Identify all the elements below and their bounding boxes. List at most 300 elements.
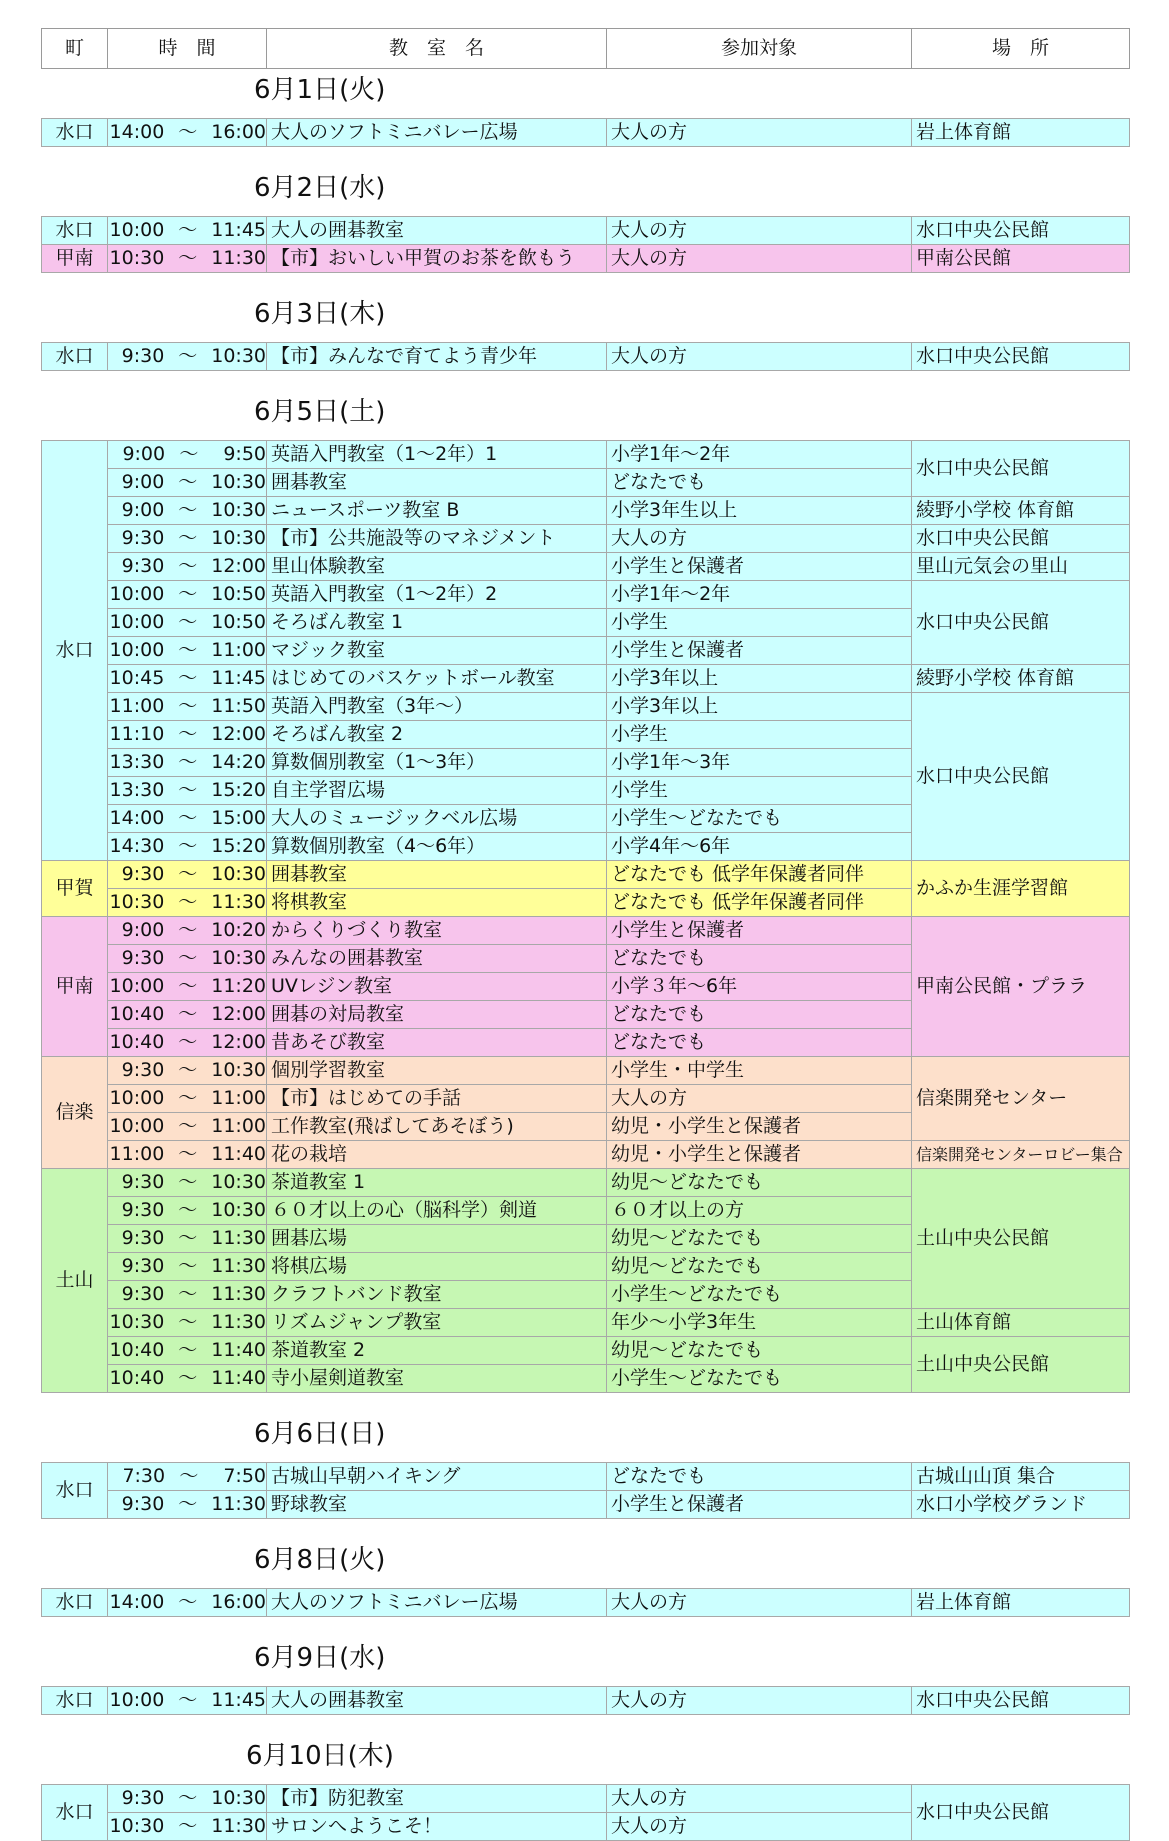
class-name-cell: 個別学習教室 xyxy=(266,1056,607,1085)
time-separator: ～ xyxy=(178,611,198,633)
time-cell xyxy=(107,1000,267,1029)
time-cell xyxy=(107,636,267,665)
header-town: 町 xyxy=(41,28,108,69)
end-time: 10:50 xyxy=(211,611,266,633)
start-time: 14:00 xyxy=(109,1591,165,1613)
class-name-cell: UVレジン教室 xyxy=(266,972,607,1001)
start-time: 10:30 xyxy=(109,247,165,269)
target-cell: 幼児～どなたでも xyxy=(606,1252,912,1281)
class-name-cell: からくりづくり教室 xyxy=(266,916,607,945)
time-cell xyxy=(107,1028,267,1057)
start-time: 10:30 xyxy=(109,1815,165,1837)
target-cell: 幼児～どなたでも xyxy=(606,1336,912,1365)
class-name-cell: 英語入門教室（1～2年）2 xyxy=(266,580,607,609)
target-cell: 年少～小学3年生 xyxy=(606,1308,912,1337)
town-cell: 水口 xyxy=(41,1588,108,1617)
time-separator: ～ xyxy=(178,751,198,773)
start-time: 14:00 xyxy=(109,807,165,829)
end-time: 11:50 xyxy=(211,695,266,717)
target-cell: 小学3年以上 xyxy=(606,692,912,721)
header-place: 場 所 xyxy=(911,28,1130,69)
time-separator: ～ xyxy=(178,583,198,605)
town-cell: 甲南 xyxy=(41,916,108,1057)
end-time: 10:30 xyxy=(211,471,266,493)
place-cell: 水口中央公民館 xyxy=(911,524,1130,553)
time-separator: ～ xyxy=(178,1815,198,1837)
place-cell: 土山中央公民館 xyxy=(911,1336,1130,1393)
town-cell: 水口 xyxy=(41,1462,108,1519)
target-cell: どなたでも xyxy=(606,1028,912,1057)
class-name-cell: そろばん教室 1 xyxy=(266,608,607,637)
start-time: 10:00 xyxy=(109,975,165,997)
time-cell xyxy=(107,1308,267,1337)
time-cell xyxy=(107,1140,267,1169)
class-name-cell: 大人の囲碁教室 xyxy=(266,1686,607,1715)
target-cell: 幼児・小学生と保護者 xyxy=(606,1112,912,1141)
end-time: 11:30 xyxy=(211,247,266,269)
class-name-cell: 自主学習広場 xyxy=(266,776,607,805)
target-cell: 大人の方 xyxy=(606,1588,912,1617)
place-cell: 水口中央公民館 xyxy=(911,1784,1130,1841)
end-time: 12:00 xyxy=(211,1003,266,1025)
target-cell: 小学3年生以上 xyxy=(606,496,912,525)
target-cell: 小学1年～2年 xyxy=(606,440,912,469)
class-name-cell: 囲碁教室 xyxy=(266,468,607,497)
place-cell: 信楽開発センター xyxy=(911,1056,1130,1141)
target-cell: ６０才以上の方 xyxy=(606,1196,912,1225)
class-name-cell: 大人の囲碁教室 xyxy=(266,216,607,245)
start-time: 10:00 xyxy=(109,583,165,605)
target-cell: 大人の方 xyxy=(606,342,912,371)
target-cell: 小学生～どなたでも xyxy=(606,1364,912,1393)
town-cell: 信楽 xyxy=(41,1056,108,1169)
time-cell xyxy=(107,524,267,553)
header-time: 時 間 xyxy=(107,28,267,69)
target-cell: 小学生と保護者 xyxy=(606,1490,912,1519)
target-cell: 幼児～どなたでも xyxy=(606,1168,912,1197)
place-cell: 里山元気会の里山 xyxy=(911,552,1130,581)
class-name-cell: 英語入門教室（3年～） xyxy=(266,692,607,721)
class-name-cell: 囲碁の対局教室 xyxy=(266,1000,607,1029)
town-cell: 甲賀 xyxy=(41,860,108,917)
end-time: 11:40 xyxy=(211,1143,266,1165)
time-separator: ～ xyxy=(178,1787,198,1809)
target-cell: 小学生～どなたでも xyxy=(606,1280,912,1309)
class-name-cell: クラフトバンド教室 xyxy=(266,1280,607,1309)
target-cell: 小学4年～6年 xyxy=(606,832,912,861)
time-cell xyxy=(107,1280,267,1309)
start-time: 13:30 xyxy=(109,751,165,773)
time-separator: ～ xyxy=(178,919,198,941)
end-time: 11:30 xyxy=(211,1311,266,1333)
time-separator: ～ xyxy=(178,1143,198,1165)
town-cell: 水口 xyxy=(41,1784,108,1841)
place-cell: 水口小学校グランド xyxy=(911,1490,1130,1519)
time-cell xyxy=(107,440,267,469)
target-cell: 小学1年～2年 xyxy=(606,580,912,609)
end-time: 11:30 xyxy=(211,1255,266,1277)
end-time: 10:30 xyxy=(211,345,266,367)
place-cell: 水口中央公民館 xyxy=(911,1686,1130,1715)
class-name-cell: 囲碁教室 xyxy=(266,860,607,889)
end-time: 10:30 xyxy=(211,1199,266,1221)
time-cell xyxy=(107,1168,267,1197)
date-heading: 6月8日(火) xyxy=(254,1545,386,1575)
time-separator: ～ xyxy=(179,1465,199,1487)
time-separator: ～ xyxy=(178,863,198,885)
time-separator: ～ xyxy=(178,667,198,689)
time-cell xyxy=(107,1462,267,1491)
start-time: 13:30 xyxy=(109,779,165,801)
time-separator: ～ xyxy=(178,695,198,717)
end-time: 12:00 xyxy=(211,555,266,577)
target-cell: 大人の方 xyxy=(606,118,912,147)
time-cell xyxy=(107,748,267,777)
end-time: 11:45 xyxy=(211,219,266,241)
start-time: 14:30 xyxy=(109,835,165,857)
target-cell: 大人の方 xyxy=(606,216,912,245)
class-name-cell: 里山体験教室 xyxy=(266,552,607,581)
end-time: 15:20 xyxy=(211,779,266,801)
time-separator: ～ xyxy=(178,891,198,913)
time-separator: ～ xyxy=(178,1227,198,1249)
target-cell: どなたでも xyxy=(606,944,912,973)
time-separator: ～ xyxy=(178,1493,198,1515)
target-cell: 大人の方 xyxy=(606,1084,912,1113)
start-time: 10:00 xyxy=(109,1087,165,1109)
target-cell: 小学生 xyxy=(606,720,912,749)
date-heading: 6月2日(水) xyxy=(254,173,386,203)
start-time: 11:00 xyxy=(109,1143,165,1165)
date-heading: 6月10日(木) xyxy=(246,1741,394,1771)
time-separator: ～ xyxy=(178,1367,198,1389)
start-time: 9:30 xyxy=(121,1059,165,1081)
time-cell xyxy=(107,1336,267,1365)
time-separator: ～ xyxy=(178,975,198,997)
time-cell xyxy=(107,118,267,147)
target-cell: どなたでも 低学年保護者同伴 xyxy=(606,888,912,917)
time-separator: ～ xyxy=(178,1311,198,1333)
class-name-cell: 囲碁広場 xyxy=(266,1224,607,1253)
time-cell xyxy=(107,244,267,273)
class-name-cell: 大人のミュージックベル広場 xyxy=(266,804,607,833)
place-cell: 綾野小学校 体育館 xyxy=(911,496,1130,525)
end-time: 10:20 xyxy=(211,919,266,941)
time-separator: ～ xyxy=(178,1031,198,1053)
town-cell: 水口 xyxy=(41,118,108,147)
place-cell: 古城山山頂 集合 xyxy=(911,1462,1130,1491)
end-time: 11:00 xyxy=(211,1115,266,1137)
header-class-name: 教 室 名 xyxy=(266,28,607,69)
start-time: 7:30 xyxy=(122,1465,166,1487)
end-time: 11:30 xyxy=(211,1493,266,1515)
target-cell: 小学3年以上 xyxy=(606,664,912,693)
time-separator: ～ xyxy=(178,121,198,143)
start-time: 10:40 xyxy=(109,1367,165,1389)
date-heading: 6月6日(日) xyxy=(254,1419,386,1449)
place-cell: 水口中央公民館 xyxy=(911,342,1130,371)
start-time: 9:30 xyxy=(121,1787,165,1809)
time-separator: ～ xyxy=(178,639,198,661)
time-cell xyxy=(107,1812,267,1841)
end-time: 10:30 xyxy=(211,947,266,969)
time-separator: ～ xyxy=(178,779,198,801)
class-name-cell: 算数個別教室（1～3年） xyxy=(266,748,607,777)
time-separator: ～ xyxy=(178,723,198,745)
time-separator: ～ xyxy=(178,527,198,549)
end-time: 9:50 xyxy=(223,443,266,465)
time-cell xyxy=(107,1784,267,1813)
class-name-cell: 古城山早朝ハイキング xyxy=(266,1462,607,1491)
start-time: 10:00 xyxy=(109,611,165,633)
time-cell xyxy=(107,972,267,1001)
class-name-cell: 大人のソフトミニバレー広場 xyxy=(266,1588,607,1617)
target-cell: 小学生と保護者 xyxy=(606,916,912,945)
time-separator: ～ xyxy=(178,1171,198,1193)
class-name-cell: 【市】おいしい甲賀のお茶を飲もう xyxy=(266,244,607,273)
start-time: 11:00 xyxy=(109,695,165,717)
town-cell: 甲南 xyxy=(41,244,108,273)
time-cell xyxy=(107,916,267,945)
time-separator: ～ xyxy=(178,247,198,269)
end-time: 12:00 xyxy=(211,1031,266,1053)
start-time: 9:30 xyxy=(121,1227,165,1249)
end-time: 15:00 xyxy=(211,807,266,829)
class-name-cell: 茶道教室 2 xyxy=(266,1336,607,1365)
end-time: 12:00 xyxy=(211,723,266,745)
start-time: 9:30 xyxy=(121,345,165,367)
time-separator: ～ xyxy=(178,1199,198,1221)
time-cell xyxy=(107,1224,267,1253)
target-cell: 小学1年～3年 xyxy=(606,748,912,777)
time-cell xyxy=(107,944,267,973)
header-target: 参加対象 xyxy=(606,28,912,69)
time-cell xyxy=(107,580,267,609)
start-time: 10:00 xyxy=(109,639,165,661)
target-cell: 小学生 xyxy=(606,608,912,637)
end-time: 15:20 xyxy=(211,835,266,857)
time-separator: ～ xyxy=(178,499,198,521)
time-cell xyxy=(107,608,267,637)
time-cell xyxy=(107,1056,267,1085)
end-time: 11:30 xyxy=(211,1815,266,1837)
start-time: 9:00 xyxy=(122,443,166,465)
date-heading: 6月5日(土) xyxy=(254,397,386,427)
class-name-cell: サロンへようこそ！ xyxy=(266,1812,607,1841)
class-name-cell: みんなの囲碁教室 xyxy=(266,944,607,973)
end-time: 10:30 xyxy=(211,1787,266,1809)
class-name-cell: 花の栽培 xyxy=(266,1140,607,1169)
time-separator: ～ xyxy=(178,555,198,577)
time-separator: ～ xyxy=(178,947,198,969)
time-separator: ～ xyxy=(178,1689,198,1711)
end-time: 10:30 xyxy=(211,1059,266,1081)
target-cell: 大人の方 xyxy=(606,244,912,273)
target-cell: 小学生と保護者 xyxy=(606,636,912,665)
time-cell xyxy=(107,692,267,721)
place-cell: 水口中央公民館 xyxy=(911,692,1130,861)
time-cell xyxy=(107,1588,267,1617)
class-name-cell: 将棋広場 xyxy=(266,1252,607,1281)
start-time: 10:45 xyxy=(109,667,165,689)
place-cell: 水口中央公民館 xyxy=(911,580,1130,665)
time-cell xyxy=(107,804,267,833)
end-time: 10:30 xyxy=(211,527,266,549)
place-cell: 信楽開発センターロビー集合 xyxy=(911,1140,1130,1169)
start-time: 9:30 xyxy=(121,1283,165,1305)
date-heading: 6月9日(水) xyxy=(254,1643,386,1673)
town-cell: 土山 xyxy=(41,1168,108,1393)
target-cell: 幼児・小学生と保護者 xyxy=(606,1140,912,1169)
target-cell: どなたでも 低学年保護者同伴 xyxy=(606,860,912,889)
end-time: 10:30 xyxy=(211,499,266,521)
class-name-cell: はじめてのバスケットボール教室 xyxy=(266,664,607,693)
place-cell: 甲南公民館・プララ xyxy=(911,916,1130,1057)
start-time: 9:00 xyxy=(121,499,165,521)
time-separator: ～ xyxy=(179,443,199,465)
end-time: 11:30 xyxy=(211,1227,266,1249)
time-cell xyxy=(107,664,267,693)
town-cell: 水口 xyxy=(41,216,108,245)
end-time: 11:40 xyxy=(211,1367,266,1389)
time-cell xyxy=(107,1252,267,1281)
class-name-cell: 茶道教室 1 xyxy=(266,1168,607,1197)
time-separator: ～ xyxy=(178,1059,198,1081)
start-time: 10:00 xyxy=(109,219,165,241)
start-time: 9:30 xyxy=(121,527,165,549)
end-time: 11:30 xyxy=(211,1283,266,1305)
target-cell: どなたでも xyxy=(606,1000,912,1029)
time-cell xyxy=(107,552,267,581)
target-cell: 大人の方 xyxy=(606,1686,912,1715)
class-name-cell: 寺小屋剣道教室 xyxy=(266,1364,607,1393)
time-separator: ～ xyxy=(178,1003,198,1025)
time-separator: ～ xyxy=(178,835,198,857)
time-separator: ～ xyxy=(178,1255,198,1277)
end-time: 11:45 xyxy=(211,667,266,689)
time-cell xyxy=(107,776,267,805)
time-cell xyxy=(107,888,267,917)
time-separator: ～ xyxy=(178,1591,198,1613)
target-cell: 小学生 xyxy=(606,776,912,805)
target-cell: 小学生と保護者 xyxy=(606,552,912,581)
start-time: 10:30 xyxy=(109,1311,165,1333)
class-name-cell: 将棋教室 xyxy=(266,888,607,917)
class-name-cell: そろばん教室 2 xyxy=(266,720,607,749)
start-time: 10:40 xyxy=(109,1031,165,1053)
place-cell: 水口中央公民館 xyxy=(911,216,1130,245)
target-cell: 大人の方 xyxy=(606,524,912,553)
target-cell: 小学３年～6年 xyxy=(606,972,912,1001)
time-separator: ～ xyxy=(178,1115,198,1137)
time-separator: ～ xyxy=(178,807,198,829)
class-name-cell: 【市】はじめての手話 xyxy=(266,1084,607,1113)
place-cell: 水口中央公民館 xyxy=(911,440,1130,497)
time-cell xyxy=(107,216,267,245)
end-time: 11:00 xyxy=(211,639,266,661)
start-time: 10:00 xyxy=(109,1689,165,1711)
place-cell: かふか生涯学習館 xyxy=(911,860,1130,917)
start-time: 10:40 xyxy=(109,1339,165,1361)
time-cell xyxy=(107,1686,267,1715)
class-name-cell: ニュースポーツ教室 B xyxy=(266,496,607,525)
target-cell: 大人の方 xyxy=(606,1812,912,1841)
start-time: 9:30 xyxy=(121,1255,165,1277)
time-separator: ～ xyxy=(178,345,198,367)
time-cell xyxy=(107,468,267,497)
town-cell: 水口 xyxy=(41,440,108,861)
end-time: 11:20 xyxy=(211,975,266,997)
end-time: 16:00 xyxy=(211,1591,266,1613)
target-cell: 小学生～どなたでも xyxy=(606,804,912,833)
start-time: 10:40 xyxy=(109,1003,165,1025)
start-time: 9:00 xyxy=(121,919,165,941)
date-heading: 6月3日(木) xyxy=(254,299,386,329)
end-time: 11:45 xyxy=(211,1689,266,1711)
end-time: 10:50 xyxy=(211,583,266,605)
date-heading: 6月1日(火) xyxy=(254,75,386,105)
class-name-cell: 【市】みんなで育てよう青少年 xyxy=(266,342,607,371)
start-time: 9:30 xyxy=(121,1493,165,1515)
time-cell xyxy=(107,1196,267,1225)
class-name-cell: 算数個別教室（4～6年） xyxy=(266,832,607,861)
start-time: 11:10 xyxy=(109,723,165,745)
start-time: 10:30 xyxy=(109,891,165,913)
time-cell xyxy=(107,1084,267,1113)
class-name-cell: リズムジャンプ教室 xyxy=(266,1308,607,1337)
start-time: 9:30 xyxy=(121,1171,165,1193)
place-cell: 甲南公民館 xyxy=(911,244,1130,273)
time-cell xyxy=(107,1112,267,1141)
target-cell: どなたでも xyxy=(606,468,912,497)
time-separator: ～ xyxy=(178,1283,198,1305)
end-time: 11:00 xyxy=(211,1087,266,1109)
class-name-cell: マジック教室 xyxy=(266,636,607,665)
end-time: 11:40 xyxy=(211,1339,266,1361)
end-time: 10:30 xyxy=(211,1171,266,1193)
time-cell xyxy=(107,1490,267,1519)
class-name-cell: 野球教室 xyxy=(266,1490,607,1519)
class-name-cell: 英語入門教室（1～2年）1 xyxy=(266,440,607,469)
class-name-cell: 大人のソフトミニバレー広場 xyxy=(266,118,607,147)
target-cell: どなたでも xyxy=(606,1462,912,1491)
end-time: 10:30 xyxy=(211,863,266,885)
class-name-cell: 昔あそび教室 xyxy=(266,1028,607,1057)
class-name-cell: 工作教室(飛ばしてあそぼう) xyxy=(266,1112,607,1141)
start-time: 14:00 xyxy=(109,121,165,143)
start-time: 9:30 xyxy=(121,555,165,577)
end-time: 11:30 xyxy=(211,891,266,913)
time-separator: ～ xyxy=(178,219,198,241)
target-cell: 大人の方 xyxy=(606,1784,912,1813)
target-cell: 幼児～どなたでも xyxy=(606,1224,912,1253)
time-separator: ～ xyxy=(178,1339,198,1361)
time-cell xyxy=(107,720,267,749)
time-cell xyxy=(107,1364,267,1393)
time-cell xyxy=(107,832,267,861)
place-cell: 岩上体育館 xyxy=(911,1588,1130,1617)
place-cell: 土山中央公民館 xyxy=(911,1168,1130,1309)
start-time: 9:30 xyxy=(121,1199,165,1221)
end-time: 7:50 xyxy=(223,1465,266,1487)
class-name-cell: ６０才以上の心（脳科学）剣道 xyxy=(266,1196,607,1225)
start-time: 9:30 xyxy=(121,863,165,885)
class-name-cell: 【市】防犯教室 xyxy=(266,1784,607,1813)
town-cell: 水口 xyxy=(41,342,108,371)
place-cell: 土山体育館 xyxy=(911,1308,1130,1337)
start-time: 9:30 xyxy=(121,947,165,969)
end-time: 16:00 xyxy=(211,121,266,143)
